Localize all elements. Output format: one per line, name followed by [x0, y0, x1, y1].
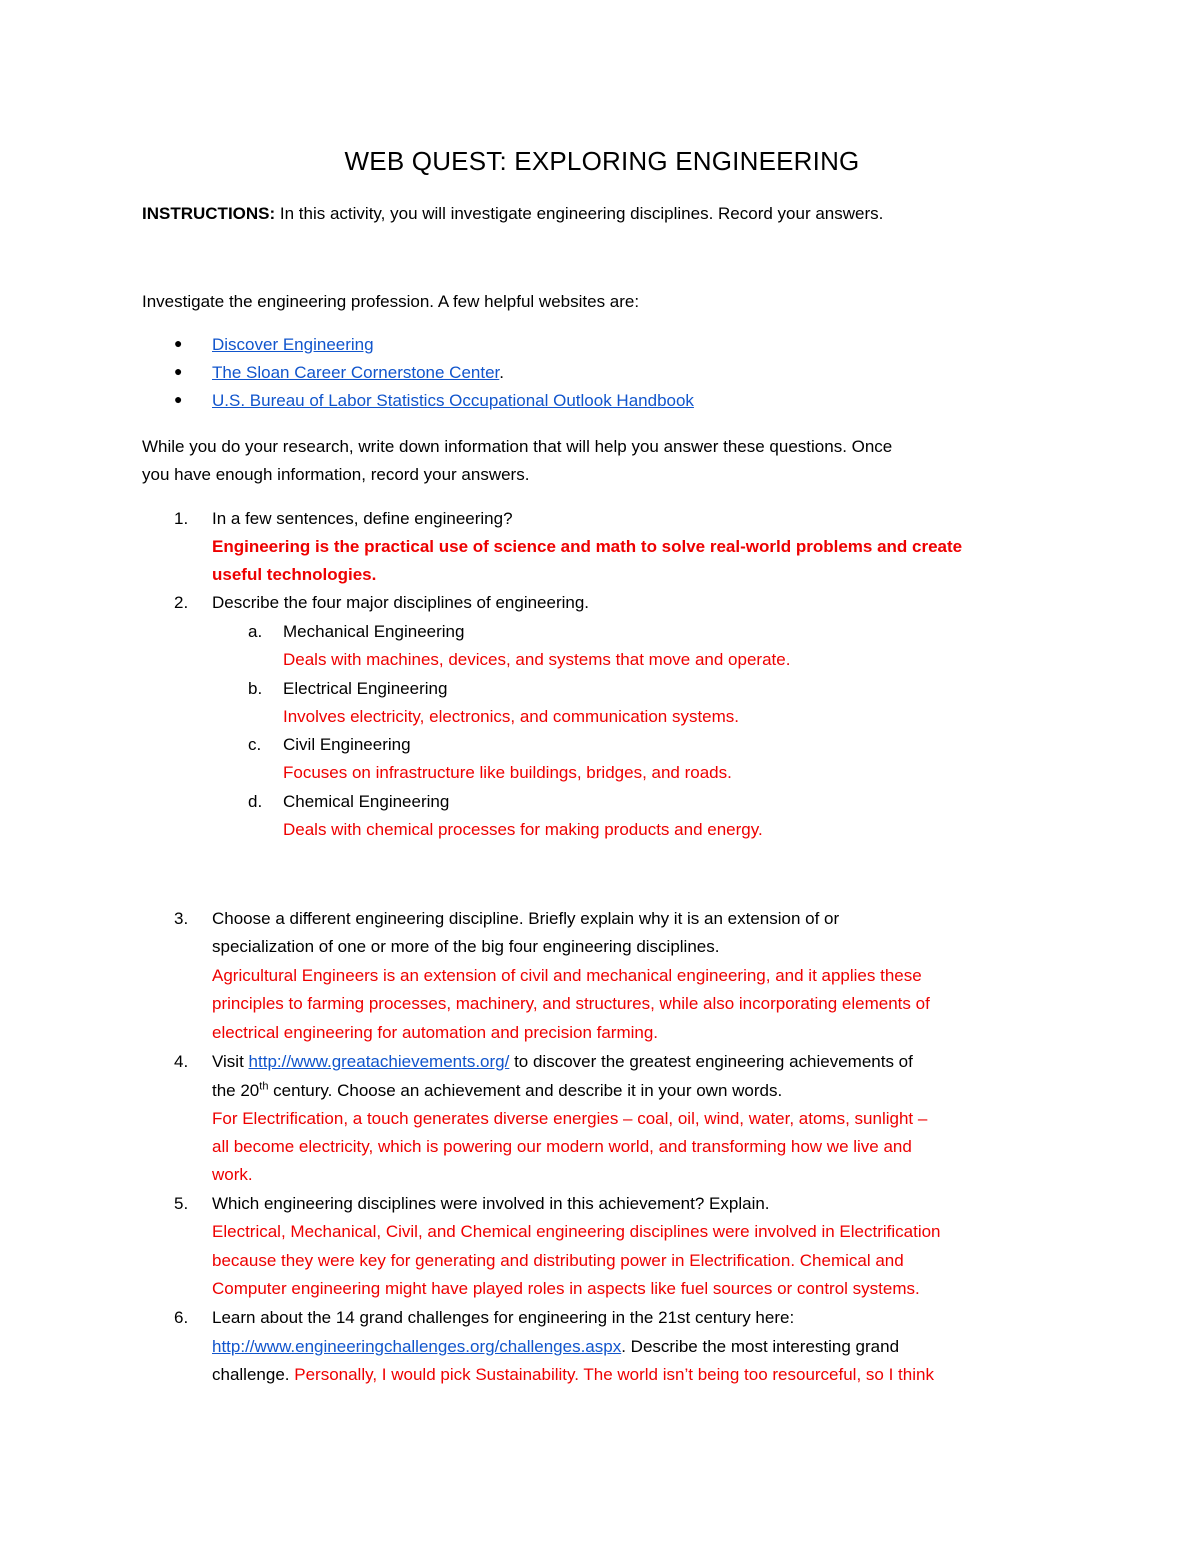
bullet-icon: ● — [174, 391, 183, 407]
answer-text: For Electrification, a touch generates diverse energies – coal, oil, wind, water, atoms, sunlight – — [212, 1109, 928, 1128]
discipline-name: Civil Engineering — [283, 735, 411, 754]
discipline-name: Mechanical Engineering — [283, 622, 465, 641]
question-text: Learn about the 14 grand challenges for engineering in the 21st century here: — [212, 1308, 795, 1327]
question-text: Describe the four major disciplines of engineering. — [212, 593, 590, 612]
question-number: 1. — [174, 509, 189, 528]
answer-text: Deals with chemical processes for making products and energy. — [283, 820, 763, 839]
answer-text: because they were key for generating and distributing power in Electrification. Chemical and — [212, 1251, 904, 1270]
question-text: http://www.engineeringchallenges.org/challenges.aspx. Describe the most interesting grand — [212, 1337, 900, 1356]
link-item — [212, 331, 374, 359]
answer-text: Personally, I would pick Sustainability. The world isn’t being too resourceful, so I think — [294, 1365, 934, 1384]
research-text: you have enough information, record your answers. — [142, 465, 530, 484]
instructions-label: INSTRUCTIONS: — [142, 204, 276, 223]
question-text: Visit http://www.greatachievements.org/ to discover the greatest engineering achievements of — [212, 1052, 913, 1071]
answer-text: Computer engineering might have played roles in aspects like fuel sources or control systems. — [212, 1279, 920, 1298]
question-text: Choose a different engineering discipline. Briefly explain why it is an extension of or — [212, 909, 840, 928]
answer-text: principles to farming processes, machinery, and structures, while also incorporating elements of — [212, 994, 930, 1013]
discipline-name: Electrical Engineering — [283, 679, 448, 698]
bullet-icon: ● — [174, 335, 183, 351]
sub-item-letter: d. — [248, 792, 263, 811]
question-number: 2. — [174, 593, 189, 612]
bullet-icon: ● — [174, 363, 183, 379]
research-text: While you do your research, write down information that will help you answer these questions. Once — [142, 437, 893, 456]
link-item: The Sloan Career Cornerstone Center. — [212, 363, 504, 382]
answer-text: Engineering is the practical use of science and math to solve real-world problems and create — [212, 537, 963, 556]
discover-engineering-link[interactable]: Discover Engineering — [212, 335, 374, 354]
question-number: 3. — [174, 909, 189, 928]
question-number: 6. — [174, 1308, 189, 1327]
link-item — [212, 387, 694, 415]
answer-text: electrical engineering for automation and precision farming. — [212, 1023, 659, 1042]
sloan-career-link[interactable]: The Sloan Career Cornerstone Center — [212, 363, 500, 382]
page-title: WEB QUEST: EXPLORING ENGINEERING — [344, 146, 860, 176]
question-text: challenge. Personally, I would pick Sustainability. The world isn’t being too resourceful, so I think — [212, 1365, 934, 1384]
bls-handbook-link[interactable]: U.S. Bureau of Labor Statistics Occupational Outlook Handbook — [212, 391, 694, 410]
answer-text: Involves electricity, electronics, and communication systems. — [283, 707, 740, 726]
discipline-name: Chemical Engineering — [283, 792, 450, 811]
question-text: Which engineering disciplines were involved in this achievement? Explain. — [212, 1194, 770, 1213]
answer-text: work. — [212, 1165, 253, 1184]
answer-text: Electrical, Mechanical, Civil, and Chemical engineering disciplines were involved in Electrification — [212, 1222, 941, 1241]
sub-item-letter: a. — [248, 622, 263, 641]
instructions — [142, 200, 883, 228]
sub-item-letter: b. — [248, 679, 263, 698]
intro-text: Investigate the engineering profession. A few helpful websites are: — [142, 292, 640, 311]
question-text: specialization of one or more of the big four engineering disciplines. — [212, 937, 720, 956]
question-text: In a few sentences, define engineering? — [212, 509, 513, 528]
question-number: 4. — [174, 1052, 189, 1071]
engineering-challenges-link[interactable]: http://www.engineeringchallenges.org/challenges.aspx — [212, 1337, 622, 1356]
great-achievements-link[interactable]: http://www.greatachievements.org/ — [248, 1052, 510, 1071]
answer-text: useful technologies. — [212, 565, 377, 584]
answer-text: Agricultural Engineers is an extension of civil and mechanical engineering, and it applies these — [212, 966, 922, 985]
question-number: 5. — [174, 1194, 189, 1213]
answer-text: all become electricity, which is powering our modern world, and transforming how we live and — [212, 1137, 912, 1156]
answer-text: Deals with machines, devices, and systems that move and operate. — [283, 650, 791, 669]
question-text: the 20th century. Choose an achievement and describe it in your own words. — [212, 1080, 783, 1100]
answer-text: Focuses on infrastructure like buildings, bridges, and roads. — [283, 763, 732, 782]
instructions-text: In this activity, you will investigate engineering disciplines. Record your answers. — [275, 204, 884, 223]
sub-item-letter: c. — [248, 735, 262, 754]
